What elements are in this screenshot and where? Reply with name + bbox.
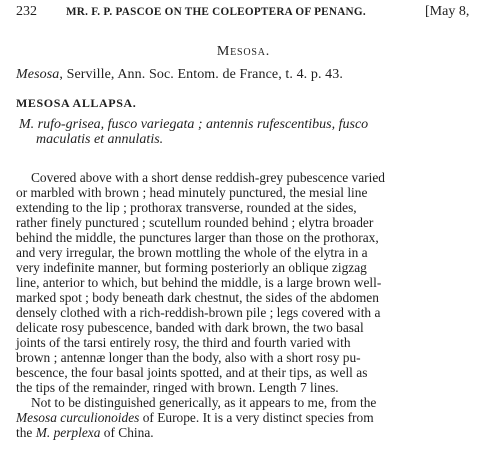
species-name-ref: M. perplexa (35, 425, 101, 440)
remark-line: Mesosa curculionoides of Europe. It is a very distinct species from (16, 410, 374, 425)
species-description (16, 170, 481, 440)
page-number: 232 (16, 4, 37, 19)
description-line: marked spot ; body beneath dark chestnut, the sides of the abdomen (16, 290, 379, 305)
description-line: brown ; antennæ longer than the body, also with a short rosy pu- (16, 350, 361, 365)
description-line: the tips of the remainder, ringed with brown. Length 7 lines. (16, 380, 339, 395)
description-line: and very irregular, the brown mottling the whole of the elytra in a (16, 245, 368, 260)
description-line: densely clothed with a rich-reddish-brown pile ; legs covered with a (16, 305, 381, 320)
description-body (16, 170, 481, 395)
remark-line: the M. perplexa of China. (16, 425, 154, 440)
diagnosis-line: M. rufo-grisea, fusco variegata ; antennis rufescentibus, fusco (19, 117, 369, 132)
description-line: line, anterior to which, but behind the middle, is a large brown well- (16, 275, 382, 290)
description-line: very indefinite manner, but forming posteriorly an oblique zigzag (16, 260, 367, 275)
description-line: joints of the tarsi entirely rosy, the third and fourth varied with (16, 335, 351, 350)
remark-line: Not to be distinguished generically, as it appears to me, from the (31, 395, 377, 410)
genus-name: Mesosa (16, 67, 60, 82)
description-line: or marbled with brown ; head minutely punctured, the mesial line (16, 185, 368, 200)
genus-heading: Mesosa. (216, 44, 271, 59)
latin-diagnosis (19, 117, 481, 147)
genus-citation: , Serville, Ann. Soc. Entom. de France, t. 4. p. 43. (59, 67, 343, 82)
running-head (14, 3, 484, 23)
description-line: extending to the lip ; prothorax transverse, rounded at the sides, (16, 200, 357, 215)
description-line: behind the middle, the punctures larger than those on the prothorax, (16, 230, 379, 245)
genus-reference (16, 67, 343, 83)
running-date: [May 8, (425, 4, 470, 19)
running-title: MR. F. P. PASCOE ON THE COLEOPTERA OF PENANG. (66, 6, 366, 18)
description-line: delicate rosy pubescence, banded with dark brown, the two basal (16, 320, 364, 335)
species-heading: MESOSA ALLAPSA. (16, 96, 137, 110)
description-line: Covered above with a short dense reddish-grey pubescence varied (31, 170, 385, 185)
description-line: bescence, the four basal joints spotted, and at their tips, as well as (16, 365, 368, 380)
species-name-ref: Mesosa curculionoides (16, 410, 140, 425)
diagnosis-line: maculatis et annulatis. (36, 132, 164, 147)
description-line: rather finely punctured ; scutellum rounded behind ; elytra broader (16, 215, 374, 230)
